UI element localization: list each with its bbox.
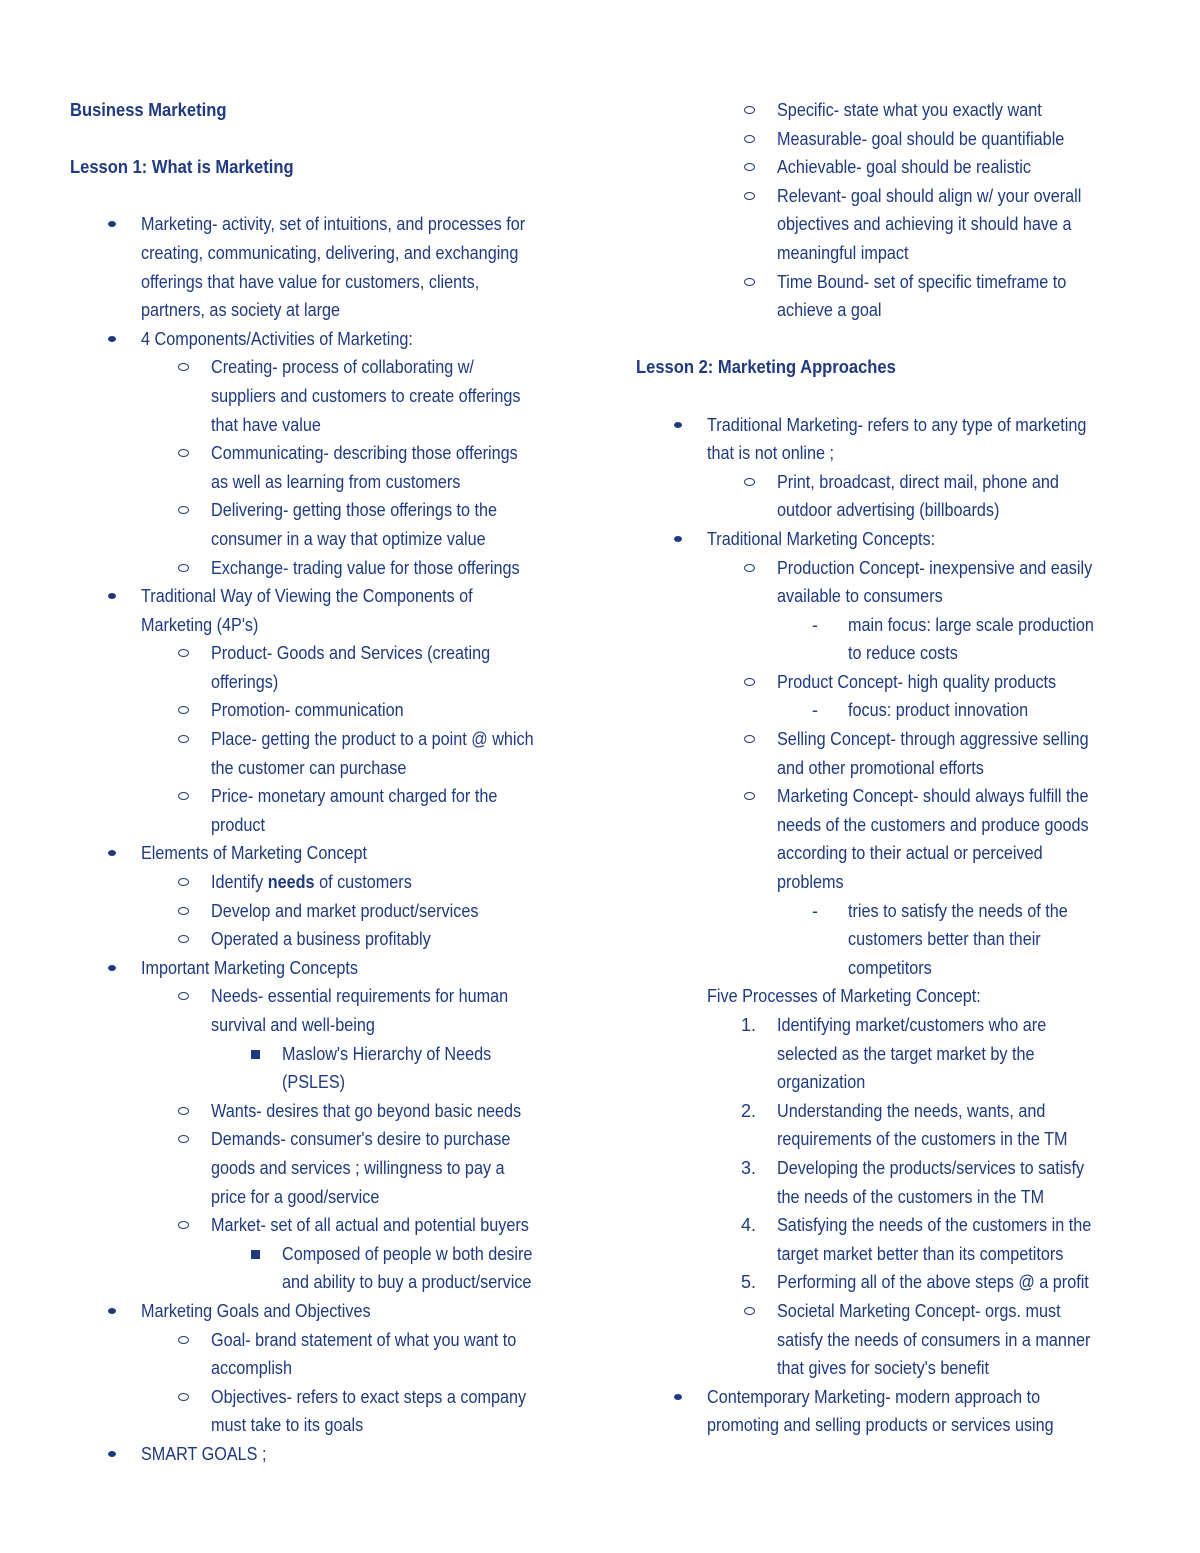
- list-item-line: [70, 268, 590, 297]
- list-item-text: Product- Goods and Services (creating: [211, 643, 491, 664]
- bullet-square-icon: [251, 1250, 260, 1259]
- list-item-text: offerings that have value for customers, clients,: [141, 271, 480, 292]
- list-item-line: [70, 725, 590, 754]
- list-item-text: Time Bound- set of specific timeframe to: [777, 271, 1067, 292]
- text-part: of customers: [314, 872, 412, 893]
- bullet-circle-icon: [744, 678, 755, 686]
- list-item-text: Marketing Concept- should always fulfill the: [777, 786, 1089, 807]
- list-item-line: [636, 1297, 1136, 1326]
- bullet-circle-icon: [178, 935, 189, 943]
- bullet-circle-icon: [744, 478, 755, 486]
- list-item-line: [636, 496, 1136, 525]
- list-item-text: Print, broadcast, direct mail, phone and: [777, 471, 1059, 492]
- list-item-line: [636, 582, 1136, 611]
- list-item-line: [636, 296, 1136, 325]
- list-item-line: [636, 1211, 1136, 1240]
- list-number: 5.: [741, 1272, 757, 1293]
- list-item-line: [70, 439, 590, 468]
- list-item-text: Market- set of all actual and potential buyers: [211, 1215, 529, 1236]
- list-item-line: [70, 1326, 590, 1355]
- bullet-disc-icon: [108, 850, 116, 856]
- section-heading: Lesson 2: Marketing Approaches: [636, 357, 896, 378]
- list-item-line: [636, 411, 1136, 440]
- list-item-text: organization: [777, 1072, 866, 1093]
- bullet-circle-icon: [178, 1107, 189, 1115]
- list-item-text: 4 Components/Activities of Marketing:: [141, 328, 413, 349]
- bullet-circle-icon: [178, 1393, 189, 1401]
- list-item-text: the needs of the customers in the TM: [777, 1186, 1045, 1207]
- list-item-text: tries to satisfy the needs of the: [848, 900, 1068, 921]
- text-part: Identify: [211, 872, 268, 893]
- bullet-disc-icon: [674, 1394, 682, 1400]
- bullet-circle-icon: [744, 192, 755, 200]
- list-item-text: product: [211, 814, 266, 835]
- list-item-text: focus: product innovation: [848, 700, 1029, 721]
- list-item-text: Goal- brand statement of what you want to: [211, 1329, 517, 1350]
- list-item-text: Measurable- goal should be quantifiable: [777, 128, 1065, 149]
- list-item-text: Develop and market product/services: [211, 900, 479, 921]
- list-item-line: [636, 239, 1136, 268]
- list-item-line: [70, 1068, 590, 1097]
- list-item-line: [636, 868, 1136, 897]
- list-number: 2.: [741, 1100, 757, 1121]
- list-item-line: [70, 1383, 590, 1412]
- spacer: [70, 125, 590, 154]
- list-item-text: main focus: large scale production: [848, 614, 1094, 635]
- list-item-text: Societal Marketing Concept- orgs. must: [777, 1300, 1061, 1321]
- bullet-circle-icon: [744, 1307, 755, 1315]
- bullet-dash-icon: -: [812, 900, 818, 921]
- list-item-line: [636, 1383, 1136, 1412]
- list-item-text: survival and well-being: [211, 1015, 375, 1035]
- bullet-circle-icon: [178, 1135, 189, 1143]
- list-item-text: price for a good/service: [211, 1186, 380, 1207]
- list-item-line: [636, 1125, 1136, 1154]
- bullet-square-icon: [251, 1050, 260, 1059]
- list-item-line: [70, 1097, 590, 1126]
- bullet-circle-icon: [178, 735, 189, 743]
- list-item-line: [70, 611, 590, 640]
- bullet-disc-icon: [108, 1308, 116, 1314]
- list-item-text: Relevant- goal should align w/ your overall: [777, 185, 1082, 206]
- list-item-text: as well as learning from customers: [211, 471, 461, 492]
- list-item-line: [636, 696, 1136, 725]
- list-item-line: [70, 239, 590, 268]
- list-item-text: Needs- essential requirements for human: [211, 986, 509, 1007]
- list-item-text: that gives for society's benefit: [777, 1358, 990, 1379]
- list-item-text: problems: [777, 872, 844, 893]
- bullet-dash-icon: -: [812, 614, 818, 635]
- list-item-text: that is not online ;: [707, 443, 834, 464]
- list-item-text: Traditional Marketing- refers to any type of marketing: [707, 414, 1087, 435]
- list-item-text: available to consumers: [777, 586, 943, 607]
- list-item-text: the customer can purchase: [211, 757, 407, 778]
- list-item-text: Marketing Goals and Objectives: [141, 1300, 371, 1321]
- list-item-line: [636, 153, 1136, 182]
- bullet-circle-icon: [178, 907, 189, 915]
- spacer: [70, 182, 590, 211]
- bullet-disc-icon: [108, 336, 116, 342]
- list-item-text: Traditional Way of Viewing the Components of: [141, 586, 473, 607]
- bullet-disc-icon: [108, 965, 116, 971]
- bullet-circle-icon: [744, 106, 755, 114]
- list-item-text: (PSLES): [282, 1072, 346, 1093]
- bullet-disc-icon: [674, 422, 682, 428]
- list-item-line: [636, 96, 1136, 125]
- list-item-text: Exchange- trading value for those offerings: [211, 557, 520, 578]
- emphasis-text: needs: [267, 872, 315, 893]
- list-item-text: Selling Concept- through aggressive selling: [777, 729, 1089, 750]
- list-item-line: [70, 897, 590, 926]
- list-item-line: [70, 1268, 590, 1297]
- list-item-line: [70, 811, 590, 840]
- list-item-line: [70, 1040, 590, 1069]
- list-item-line: [636, 1183, 1136, 1212]
- bullet-circle-icon: [178, 878, 189, 886]
- list-item-line: [70, 868, 590, 897]
- list-item-text: requirements of the customers in the TM: [777, 1129, 1068, 1150]
- list-item-line: [70, 982, 590, 1011]
- list-item-text: Important Marketing Concepts: [141, 957, 359, 978]
- left-column: [70, 96, 590, 1469]
- list-item-text: Specific- state what you exactly want: [777, 100, 1042, 120]
- list-item-text: and ability to buy a product/service: [282, 1272, 532, 1293]
- list-item-line: [70, 782, 590, 811]
- list-item-text: Marketing (4P's): [141, 614, 259, 635]
- bullet-circle-icon: [744, 735, 755, 743]
- list-item-line: [70, 525, 590, 554]
- list-item-text: Demands- consumer's desire to purchase: [211, 1129, 511, 1150]
- list-item-line: [636, 811, 1136, 840]
- list-item-line: [636, 897, 1136, 926]
- list-item-text: suppliers and customers to create offerings: [211, 385, 521, 406]
- list-item-text: satisfy the needs of consumers in a manner: [777, 1329, 1091, 1350]
- bullet-circle-icon: [744, 792, 755, 800]
- list-item-line: [636, 210, 1136, 239]
- list-item-text: target market better than its competitors: [777, 1243, 1064, 1264]
- list-item-line: [636, 554, 1136, 583]
- list-item-text: accomplish: [211, 1358, 293, 1379]
- list-item-text: Achievable- goal should be realistic: [777, 157, 1031, 178]
- bullet-disc-icon: [108, 1451, 116, 1457]
- list-item-text: Understanding the needs, wants, and: [777, 1100, 1046, 1121]
- list-item-text: Price- monetary amount charged for the: [211, 786, 498, 807]
- bullet-circle-icon: [178, 506, 189, 514]
- list-item-line: [636, 525, 1136, 554]
- spacer: [636, 325, 1136, 354]
- list-item-line: [70, 1297, 590, 1326]
- list-item-line: [70, 382, 590, 411]
- list-item-line: [636, 1097, 1136, 1126]
- list-item-line: [636, 725, 1136, 754]
- list-item-line: [636, 611, 1136, 640]
- list-item-line: [636, 954, 1136, 983]
- list-item-line: [70, 1183, 590, 1212]
- list-item-line: [636, 639, 1136, 668]
- list-item-line: [70, 468, 590, 497]
- list-item-line: [70, 1440, 590, 1469]
- section-heading: Lesson 1: What is Marketing: [70, 157, 294, 178]
- list-item-line: [636, 468, 1136, 497]
- list-item-line: [70, 296, 590, 325]
- bullet-dash-icon: -: [812, 700, 818, 721]
- list-item-text: consumer in a way that optimize value: [211, 528, 486, 549]
- list-item-line: [70, 1354, 590, 1383]
- list-item-text: customers better than their: [848, 929, 1041, 950]
- list-item-line: [636, 1154, 1136, 1183]
- list-item-text: goods and services ; willingness to pay a: [211, 1157, 505, 1178]
- list-item-text: Elements of Marketing Concept: [141, 843, 368, 864]
- bullet-disc-icon: [108, 593, 116, 599]
- list-item-line: [70, 496, 590, 525]
- bullet-disc-icon: [674, 536, 682, 542]
- list-item-line: [70, 210, 590, 239]
- bullet-circle-icon: [178, 363, 189, 371]
- list-item-text: Communicating- describing those offerings: [211, 443, 518, 464]
- list-item-line: [70, 668, 590, 697]
- list-item-line: [636, 668, 1136, 697]
- list-item-line: [70, 1211, 590, 1240]
- list-item-text: meaningful impact: [777, 242, 909, 263]
- list-item-text: Composed of people w both desire: [282, 1243, 533, 1264]
- list-item-line: [70, 325, 590, 354]
- list-item-text: achieve a goal: [777, 300, 882, 321]
- list-item-text: Performing all of the above steps @ a profit: [777, 1272, 1089, 1293]
- section-heading: Business Marketing: [70, 100, 227, 120]
- list-item-line: [636, 125, 1136, 154]
- list-number: 4.: [741, 1215, 757, 1236]
- list-item-line: [636, 782, 1136, 811]
- list-item-line: [636, 925, 1136, 954]
- list-item-line: [636, 754, 1136, 783]
- list-item-text: offerings): [211, 671, 279, 692]
- list-item-line: [70, 1240, 590, 1269]
- list-item-line: [70, 754, 590, 783]
- list-item-line: [636, 1411, 1136, 1440]
- list-item-text: outdoor advertising (billboards): [777, 500, 1000, 521]
- list-item-line: [636, 1068, 1136, 1097]
- list-item-text: Satisfying the needs of the customers in the: [777, 1215, 1092, 1236]
- list-item-line: [636, 1240, 1136, 1269]
- list-item-text: Objectives- refers to exact steps a company: [211, 1386, 527, 1407]
- list-item-text: selected as the target market by the: [777, 1043, 1035, 1064]
- list-item-text: Operated a business profitably: [211, 929, 431, 950]
- list-item-text: Marketing- activity, set of intuitions, and processes for: [141, 214, 526, 235]
- list-item-text: creating, communicating, delivering, and exchanging: [141, 242, 519, 263]
- list-item-text: partners, as society at large: [141, 300, 340, 321]
- list-item-line: [636, 982, 1136, 1011]
- list-item-text: Contemporary Marketing- modern approach to: [707, 1386, 1041, 1407]
- list-item-text: according to their actual or perceived: [777, 843, 1043, 864]
- list-item-line: [636, 439, 1136, 468]
- list-item-line: [70, 639, 590, 668]
- list-item-text: SMART GOALS ;: [141, 1443, 267, 1464]
- bullet-circle-icon: [178, 449, 189, 457]
- list-item-line: [636, 1040, 1136, 1069]
- list-item-line: [636, 1326, 1136, 1355]
- list-number: 3.: [741, 1157, 757, 1178]
- list-item-text: Maslow's Hierarchy of Needs: [282, 1043, 492, 1064]
- list-item-text: Creating- process of collaborating w/: [211, 357, 474, 378]
- list-item-text: Traditional Marketing Concepts:: [707, 528, 936, 549]
- list-item-line: [636, 268, 1136, 297]
- list-item-line: [70, 954, 590, 983]
- list-item-line: [70, 353, 590, 382]
- list-item-text: to reduce costs: [848, 643, 958, 664]
- list-item-text: Identifying market/customers who are: [777, 1015, 1047, 1035]
- list-item-line: [70, 411, 590, 440]
- list-item-text: that have value: [211, 414, 321, 435]
- list-item-text: [211, 868, 412, 897]
- list-item-line: [70, 1411, 590, 1440]
- bullet-circle-icon: [178, 706, 189, 714]
- bullet-disc-icon: [108, 221, 116, 227]
- list-number: 1.: [741, 1015, 757, 1035]
- list-item-text: competitors: [848, 957, 932, 978]
- list-item-line: [70, 1011, 590, 1040]
- spacer: [636, 382, 1136, 411]
- list-item-text: Place- getting the product to a point @ which: [211, 729, 534, 750]
- list-item-line: [70, 1125, 590, 1154]
- list-item-text: Developing the products/services to satisfy: [777, 1157, 1085, 1178]
- bullet-circle-icon: [744, 564, 755, 572]
- list-item-line: [70, 1154, 590, 1183]
- bullet-circle-icon: [178, 564, 189, 572]
- list-item-text: Production Concept- inexpensive and easily: [777, 557, 1093, 578]
- bullet-circle-icon: [178, 792, 189, 800]
- right-column: [636, 96, 1136, 1440]
- list-item-line: [70, 582, 590, 611]
- list-item-line: [636, 182, 1136, 211]
- bullet-circle-icon: [178, 1221, 189, 1229]
- list-item-text: objectives and achieving it should have a: [777, 214, 1072, 235]
- list-item-text: Five Processes of Marketing Concept:: [707, 986, 981, 1007]
- list-item-text: and other promotional efforts: [777, 757, 984, 778]
- list-item-text: promoting and selling products or services using: [707, 1415, 1054, 1436]
- bullet-circle-icon: [744, 163, 755, 171]
- list-item-text: Promotion- communication: [211, 700, 404, 721]
- bullet-circle-icon: [744, 135, 755, 143]
- bullet-circle-icon: [178, 992, 189, 1000]
- list-item-line: [636, 1268, 1136, 1297]
- list-item-line: [70, 696, 590, 725]
- list-item-text: must take to its goals: [211, 1415, 364, 1436]
- bullet-circle-icon: [178, 649, 189, 657]
- list-item-line: [636, 1011, 1136, 1040]
- list-item-line: [70, 925, 590, 954]
- list-item-line: [70, 554, 590, 583]
- list-item-text: Product Concept- high quality products: [777, 671, 1057, 692]
- list-item-line: [70, 839, 590, 868]
- list-item-text: needs of the customers and produce goods: [777, 814, 1089, 835]
- bullet-circle-icon: [178, 1336, 189, 1344]
- list-item-line: [636, 839, 1136, 868]
- list-item-text: Wants- desires that go beyond basic needs: [211, 1100, 522, 1121]
- bullet-circle-icon: [744, 278, 755, 286]
- list-item-line: [636, 1354, 1136, 1383]
- list-item-text: Delivering- getting those offerings to the: [211, 500, 498, 521]
